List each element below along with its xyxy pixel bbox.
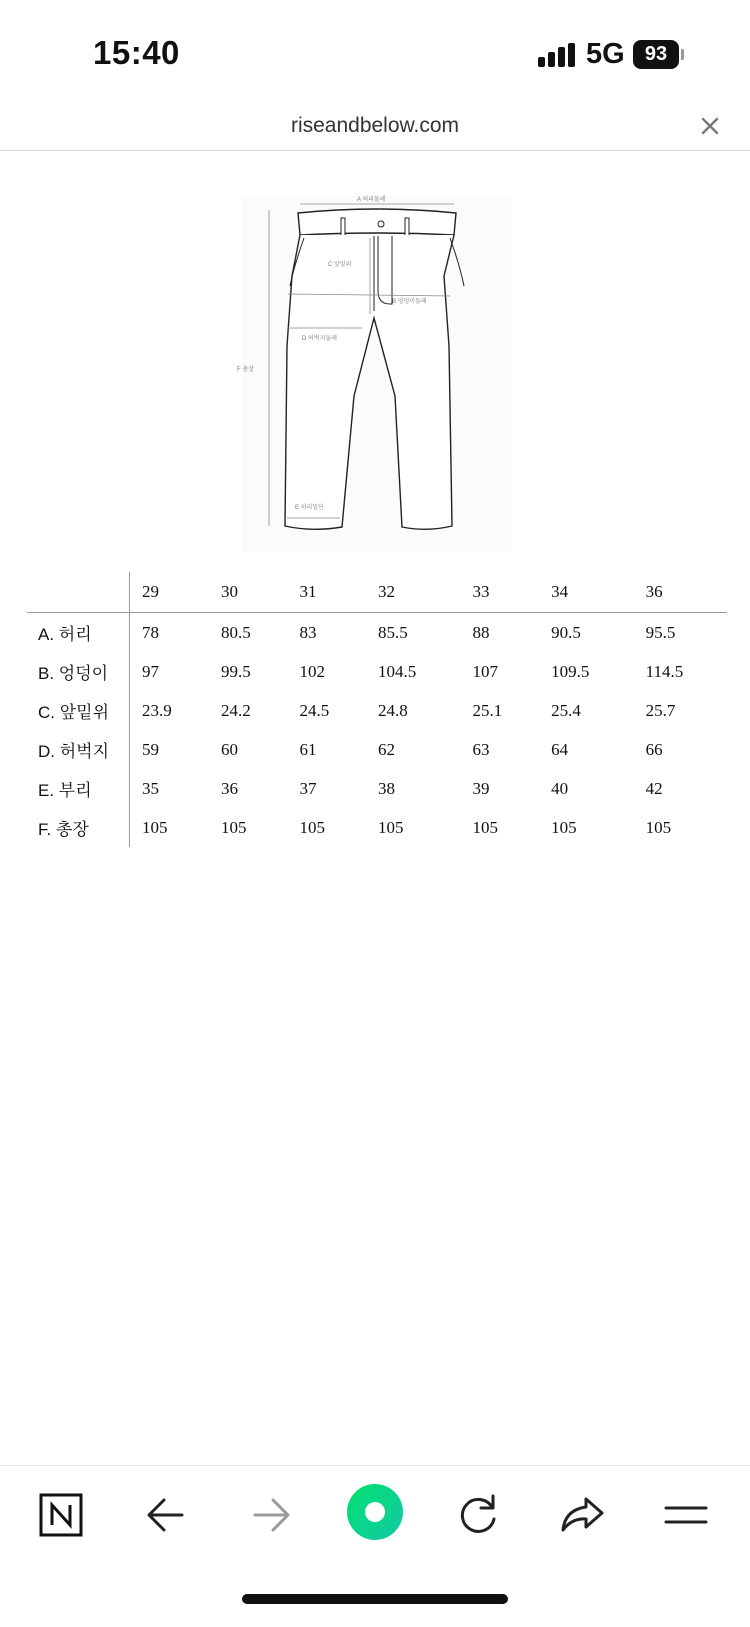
table-cell: 66 [645, 739, 663, 759]
share-icon[interactable] [552, 1485, 612, 1545]
url-bar[interactable] [0, 100, 750, 151]
table-row [27, 613, 727, 653]
battery-level: 93 [633, 40, 679, 69]
label-d: D 허벅지둘레 [302, 336, 337, 342]
table-cell: 63 [472, 739, 490, 759]
table-cell: 105 [299, 817, 325, 837]
table-cell: 24.8 [378, 700, 408, 720]
table-cell: 95.5 [645, 622, 676, 642]
table-cell: 60 [220, 739, 238, 759]
table-cell: 80.5 [220, 622, 251, 642]
table-cell: 61 [299, 739, 317, 759]
row-label: F. 총장 [27, 808, 130, 847]
label-f: F 총장 [237, 367, 254, 373]
table-cell: 97 [142, 661, 159, 681]
table-corner [27, 572, 130, 613]
table-cell: 104.5 [378, 661, 417, 681]
table-row [27, 652, 727, 691]
table-cell: 37 [299, 778, 317, 798]
table-cell: 36 [220, 778, 238, 798]
table-cell: 102 [299, 661, 325, 681]
size-header: 33 [461, 572, 540, 613]
forward-arrow-icon[interactable] [241, 1485, 301, 1545]
row-label: C. 앞밑위 [27, 691, 130, 730]
green-circle-icon[interactable] [344, 1481, 406, 1543]
table-cell: 83 [299, 622, 317, 642]
table-cell: 59 [142, 739, 159, 759]
table-cell: 88 [472, 622, 490, 642]
table-cell: 38 [378, 778, 396, 798]
table-cell: 90.5 [551, 622, 581, 642]
table-cell: 109.5 [551, 661, 590, 681]
label-b: B 엉덩이둘레 [392, 299, 427, 305]
battery-icon [633, 40, 681, 69]
table-cell: 105 [645, 817, 672, 837]
close-icon[interactable] [697, 113, 723, 139]
table-cell: 35 [142, 778, 159, 798]
row-label: B. 엉덩이 [27, 652, 130, 691]
table-row [27, 691, 727, 730]
table-cell: 114.5 [645, 661, 684, 681]
table-cell: 62 [378, 739, 396, 759]
label-c: C 앞밑위 [328, 262, 352, 268]
table-row [27, 808, 727, 847]
reload-icon[interactable] [448, 1485, 508, 1545]
table-cell: 105 [220, 817, 247, 837]
table-cell: 105 [378, 817, 404, 837]
signal-icon [538, 43, 576, 67]
size-header: 30 [209, 572, 288, 613]
naver-n-icon[interactable] [31, 1485, 91, 1545]
table-row [27, 730, 727, 769]
table-cell: 99.5 [220, 661, 251, 681]
network-type: 5G [586, 38, 625, 70]
row-label: D. 허벅지 [27, 730, 130, 769]
table-cell: 85.5 [378, 622, 408, 642]
table-cell: 39 [472, 778, 490, 798]
table-cell: 40 [551, 778, 569, 798]
size-header: 36 [634, 572, 727, 613]
table-row [27, 769, 727, 808]
table-cell: 24.5 [299, 700, 330, 720]
size-table [27, 572, 727, 847]
home-indicator[interactable] [242, 1594, 508, 1604]
label-e: E 허리밑단 [295, 505, 324, 511]
size-header: 31 [288, 572, 367, 613]
pants-diagram [237, 196, 512, 552]
table-cell: 105 [472, 817, 499, 837]
url-domain[interactable]: riseandbelow.com [290, 114, 460, 137]
row-label: E. 부리 [27, 769, 130, 808]
status-bar [0, 0, 750, 100]
table-header-row [27, 572, 727, 613]
table-cell: 25.4 [551, 700, 581, 720]
label-a: A 허리둘레 [357, 197, 386, 203]
back-arrow-icon[interactable] [136, 1485, 196, 1545]
table-cell: 24.2 [220, 700, 251, 720]
size-header: 34 [539, 572, 634, 613]
table-cell: 42 [645, 778, 663, 798]
table-cell: 25.1 [472, 700, 503, 720]
size-header: 29 [130, 572, 209, 613]
table-cell: 105 [142, 817, 168, 837]
size-header: 32 [366, 572, 461, 613]
menu-icon[interactable] [656, 1485, 716, 1545]
table-cell: 25.7 [645, 700, 676, 720]
row-label: A. 허리 [27, 613, 130, 653]
status-time: 15:40 [93, 34, 180, 71]
table-cell: 78 [142, 622, 159, 642]
table-cell: 23.9 [142, 700, 172, 720]
table-cell: 107 [472, 661, 499, 681]
table-cell: 105 [551, 817, 577, 837]
table-cell: 64 [551, 739, 569, 759]
